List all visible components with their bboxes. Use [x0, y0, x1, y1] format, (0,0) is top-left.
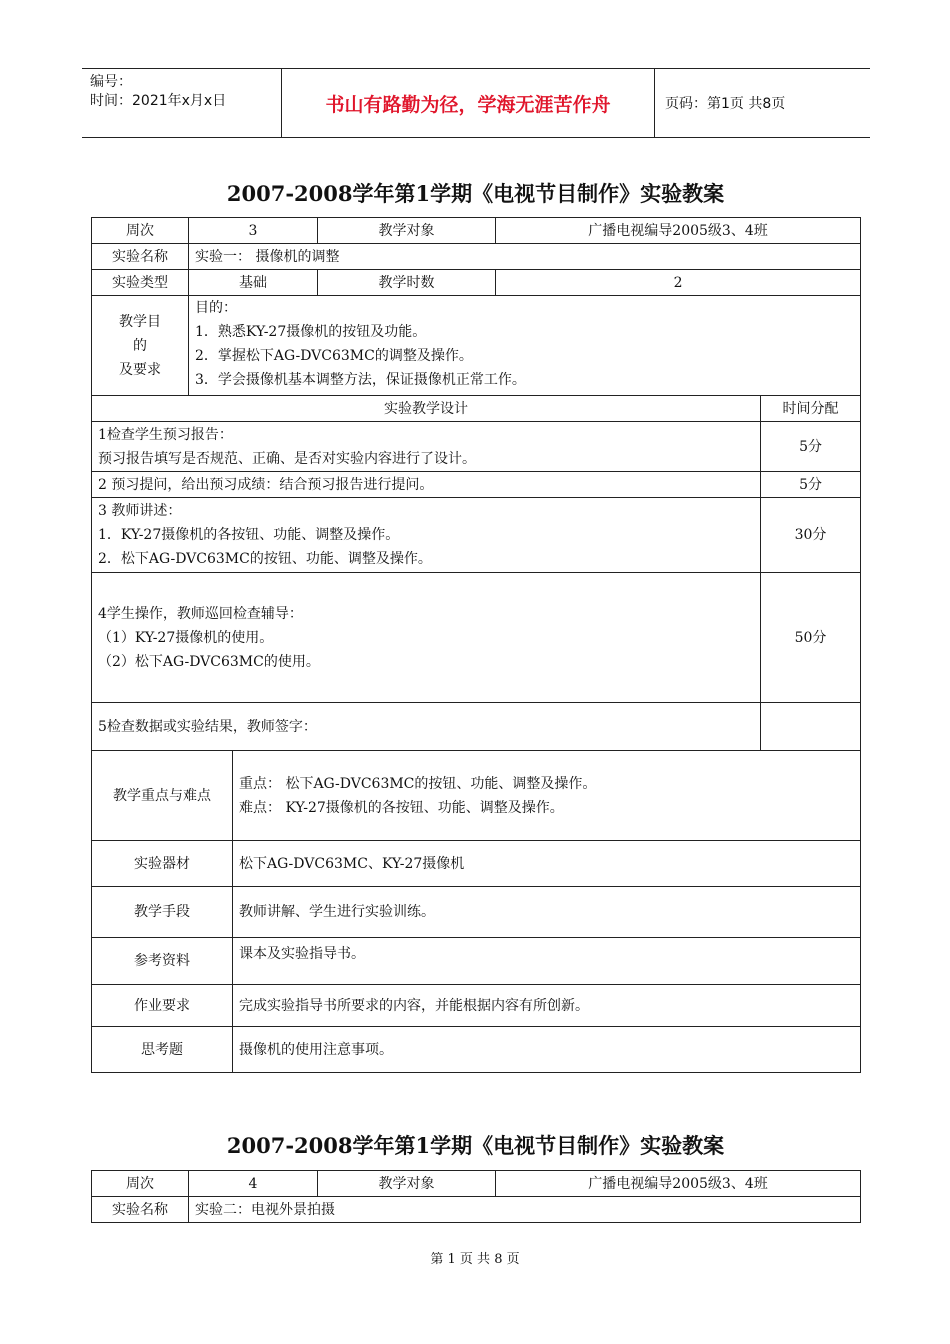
goals-label: 教学目 的 及要求 — [92, 296, 189, 396]
name-label: 实验名称 — [92, 244, 189, 270]
type-label: 实验类型 — [92, 270, 189, 296]
reference-value: 课本及实验指导书。 — [233, 938, 861, 985]
keypoints-label: 教学重点与难点 — [92, 751, 233, 841]
plan2-table — [91, 1170, 861, 1223]
goals-content: 目的： 1．熟悉KY-27摄像机的按钮及功能。 2．掌握松下AG-DVC63MC的调整及操作。 3．学会摄像机基本调整方法，保证摄像机正常工作。 — [189, 296, 861, 396]
table-row — [92, 270, 861, 296]
method-label: 教学手段 — [92, 887, 233, 938]
step-4-time: 50分 — [761, 573, 861, 703]
design-label: 实验教学设计 — [92, 396, 761, 422]
method-value: 教师讲解、学生进行实验训练。 — [233, 887, 861, 938]
audience-label: 教学对象 — [318, 218, 496, 244]
hours-label: 教学时数 — [318, 270, 496, 296]
header-page-info: 页码：第1页 共8页 — [665, 96, 786, 112]
step-5: 5检查数据或实验结果，教师签字： — [92, 703, 761, 751]
step-1: 1检查学生预习报告： 预习报告填写是否规范、正确、是否对实验内容进行了设计。 — [92, 422, 761, 472]
table-row — [92, 938, 861, 985]
table-row — [92, 1027, 861, 1073]
table-row — [92, 498, 861, 573]
thinking-value: 摄像机的使用注意事项。 — [233, 1027, 861, 1073]
hours-value: 2 — [496, 270, 861, 296]
step-4: 4学生操作，教师巡回检查辅导： （1）KY-27摄像机的使用。 （2）松下AG-DVC63MC的使用。 — [92, 573, 761, 703]
table-row — [92, 751, 861, 841]
page-header — [82, 68, 870, 138]
table-row — [92, 887, 861, 938]
name-value: 实验一： 摄像机的调整 — [189, 244, 861, 270]
table-row — [92, 472, 861, 498]
keypoints-content: 重点： 松下AG-DVC63MC的按钮、功能、调整及操作。 难点： KY-27摄像机的各按钮、功能、调整及操作。 — [233, 751, 861, 841]
audience-label: 教学对象 — [318, 1171, 496, 1197]
step-2-time: 5分 — [761, 472, 861, 498]
plan1-table — [91, 217, 861, 1073]
table-row — [92, 244, 861, 270]
week-label: 周次 — [92, 1171, 189, 1197]
name-label: 实验名称 — [92, 1197, 189, 1223]
week-value: 3 — [189, 218, 318, 244]
week-value: 4 — [189, 1171, 318, 1197]
table-row — [92, 1197, 861, 1223]
table-row — [92, 396, 861, 422]
reference-label: 参考资料 — [92, 938, 233, 985]
table-row — [92, 296, 861, 396]
table-row — [92, 573, 861, 703]
type-value: 基础 — [189, 270, 318, 296]
time-alloc-label: 时间分配 — [761, 396, 861, 422]
homework-label: 作业要求 — [92, 985, 233, 1027]
table-row — [92, 841, 861, 887]
equipment-value: 松下AG-DVC63MC、KY-27摄像机 — [233, 841, 861, 887]
table-row — [92, 1171, 861, 1197]
page-footer: 第 1 页 共 8 页 — [430, 1252, 520, 1267]
name-value: 实验二：电视外景拍摄 — [189, 1197, 861, 1223]
time-label: 时间：2021年x月x日 — [90, 93, 227, 109]
table-row — [92, 703, 861, 751]
number-label: 编号： — [90, 74, 132, 90]
table-row — [92, 218, 861, 244]
step-3-time: 30分 — [761, 498, 861, 573]
thinking-label: 思考题 — [92, 1027, 233, 1073]
step-2: 2 预习提问，给出预习成绩：结合预习报告进行提问。 — [92, 472, 761, 498]
header-motto: 书山有路勤为径，学海无涯苦作舟 — [282, 69, 655, 137]
week-label: 周次 — [92, 218, 189, 244]
homework-value: 完成实验指导书所要求的内容，并能根据内容有所创新。 — [233, 985, 861, 1027]
step-1-time: 5分 — [761, 422, 861, 472]
plan2-title: 2007-2008学年第1学期《电视节目制作》实验教案 — [226, 1133, 725, 1158]
equipment-label: 实验器材 — [92, 841, 233, 887]
step-3: 3 教师讲述： 1．KY-27摄像机的各按钮、功能、调整及操作。 2．松下AG-DVC63MC的按钮、功能、调整及操作。 — [92, 498, 761, 573]
step-5-time — [761, 703, 861, 751]
table-row — [92, 422, 861, 472]
audience-value: 广播电视编导2005级3、4班 — [496, 218, 861, 244]
header-meta — [82, 69, 282, 137]
plan1-title: 2007-2008学年第1学期《电视节目制作》实验教案 — [226, 181, 725, 206]
audience-value: 广播电视编导2005级3、4班 — [496, 1171, 861, 1197]
table-row — [92, 985, 861, 1027]
